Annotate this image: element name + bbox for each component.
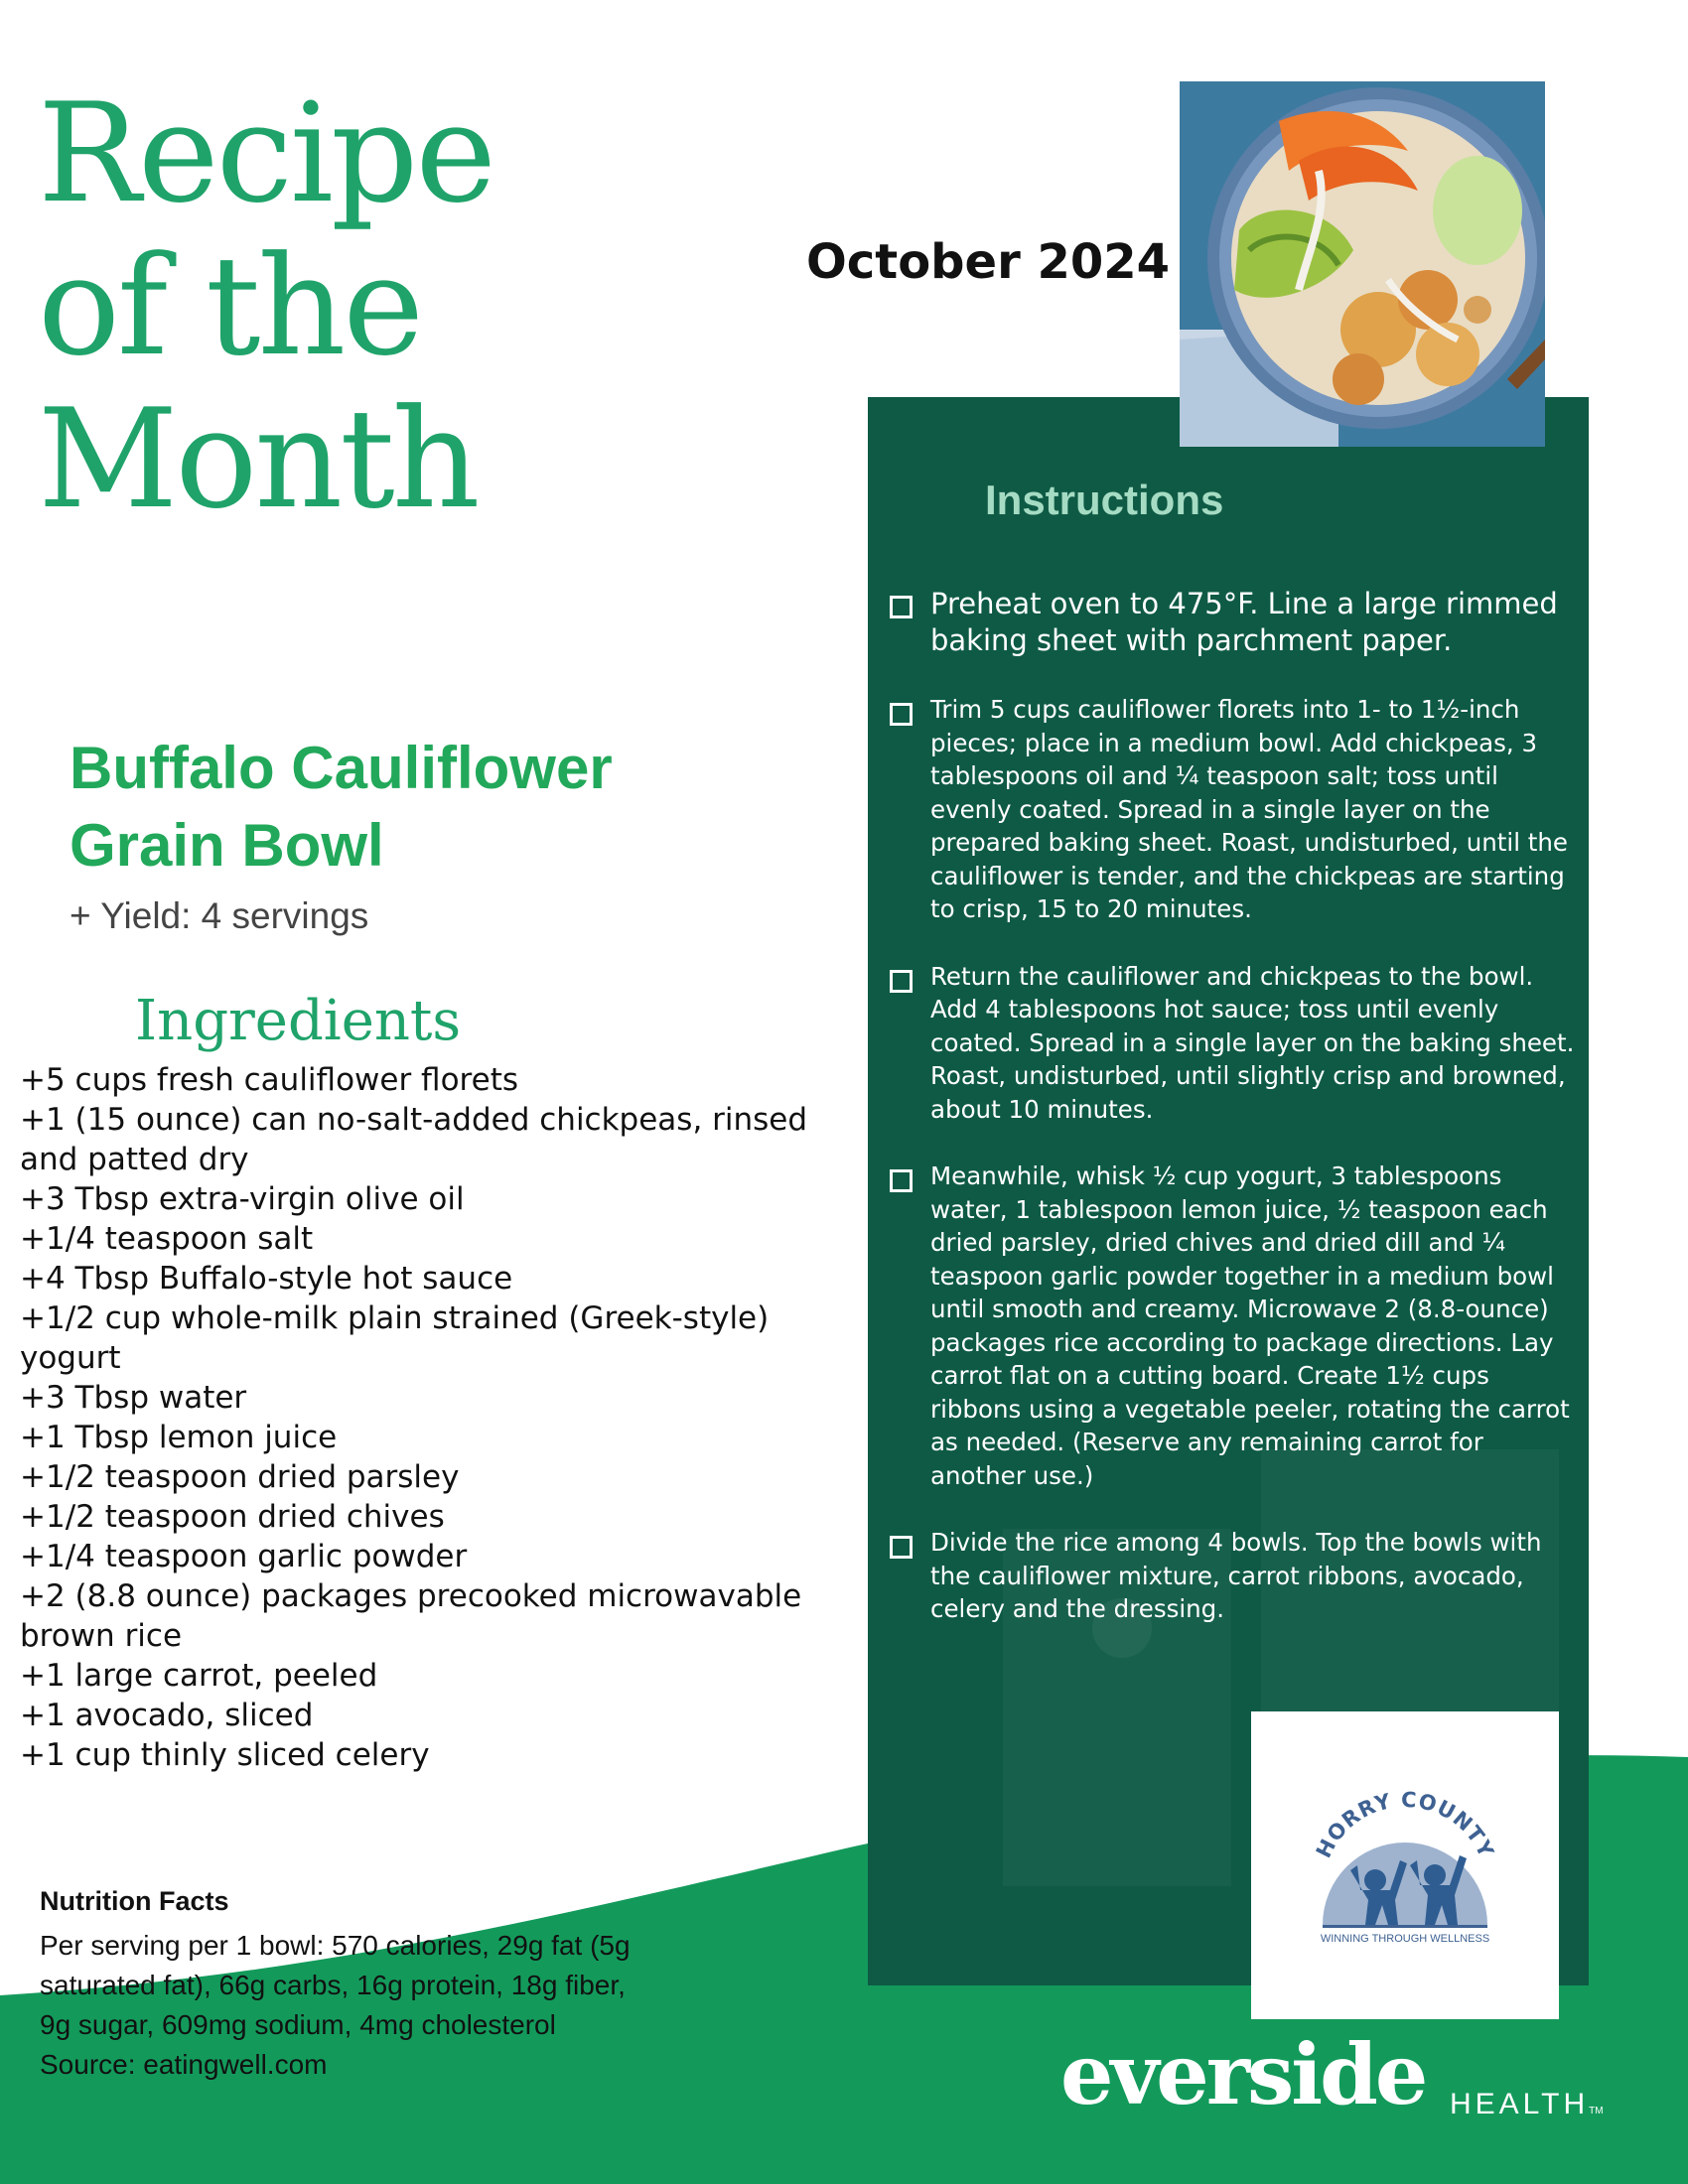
- ingredient-item: +1/2 teaspoon dried chives: [20, 1499, 445, 1535]
- instruction-step: [890, 1526, 1585, 1626]
- instruction-text: Meanwhile, whisk ½ cup yogurt, 3 tablespoons water, 1 tablespoon lemon juice, ½ teaspoon each dried parsley, dried chives and dried dill and ¼ teaspoon garlic powder together in a medium bowl until smooth and creamy. Microwave 2 (8.8-ounce) packages rice according to package directions. Lay carrot flat on a cutting board. Create 1½ cups ribbons using a vegetable peeler, rotating the carrot as needed. (Reserve any remaining carrot for another use.): [930, 1161, 1570, 1490]
- logo-graphic: [1251, 1711, 1559, 2019]
- nutrition-line: Per serving per 1 bowl: 570 calories, 29g fat (5g: [40, 1930, 631, 1961]
- ingredient-item: +1 Tbsp lemon juice: [20, 1420, 338, 1455]
- ingredient-item: +1 large carrot, peeled: [20, 1658, 378, 1694]
- checkbox-icon: [890, 970, 913, 993]
- title-line: Recipe: [38, 73, 494, 233]
- instruction-step: [890, 960, 1585, 1127]
- nutrition-source: Source: eatingwell.com: [40, 2049, 328, 2080]
- ingredient-list: [20, 1060, 814, 1775]
- instruction-step: [890, 1160, 1585, 1492]
- recipe-name-line: Grain Bowl: [70, 812, 384, 879]
- ingredient-item: +4 Tbsp Buffalo-style hot sauce: [20, 1261, 513, 1297]
- ingredient-item: +5 cups fresh cauliflower florets: [20, 1062, 518, 1098]
- ingredient-item: +1/4 teaspoon salt: [20, 1221, 314, 1257]
- checkbox-icon: [890, 596, 913, 618]
- ingredient-item: and patted dry: [20, 1142, 249, 1177]
- checkbox-icon: [890, 1169, 913, 1192]
- issue-date: October 2024: [806, 234, 1171, 290]
- brand-health: HEALTH: [1450, 2088, 1590, 2120]
- nutrition-facts: [40, 1926, 735, 2085]
- recipe-name: [70, 730, 784, 885]
- instructions-heading: Instructions: [985, 477, 1224, 523]
- brand-sub-text: [1450, 2088, 1604, 2121]
- nutrition-line: 9g sugar, 609mg sodium, 4mg cholesterol: [40, 2009, 556, 2040]
- instruction-step: [890, 586, 1585, 659]
- ingredient-item: +1/4 teaspoon garlic powder: [20, 1539, 468, 1574]
- ingredient-item: +1 cup thinly sliced celery: [20, 1737, 430, 1773]
- ingredient-item: +1 (15 ounce) can no-salt-added chickpeas, rinsed: [20, 1102, 808, 1138]
- title-line: Month: [38, 379, 478, 539]
- ingredient-item: +3 Tbsp extra-virgin olive oil: [20, 1181, 465, 1217]
- instruction-text: Preheat oven to 475°F. Line a large rimmed baking sheet with parchment paper.: [930, 587, 1558, 657]
- nutrition-line: saturated fat), 66g carbs, 16g protein, 18g fiber,: [40, 1970, 626, 2000]
- ingredient-item: +2 (8.8 ounce) packages precooked microwavable: [20, 1578, 802, 1614]
- instruction-text: Trim 5 cups cauliflower florets into 1- to 1½-inch pieces; place in a medium bowl. Add chickpeas, 3 tablespoons oil and ¼ teaspoon salt; toss until evenly coated. Spread in a single layer on the prepared baking sheet. Roast, undisturbed, until the cauliflower is tender, and the chickpeas are starting to crisp, 15 to 20 minutes.: [930, 695, 1569, 923]
- checkbox-icon: [890, 1536, 913, 1559]
- horry-county-logo: [1251, 1711, 1559, 2019]
- ingredient-item: yogurt: [20, 1340, 121, 1376]
- ingredients-heading: Ingredients: [135, 989, 462, 1053]
- ingredient-item: +1 avocado, sliced: [20, 1698, 314, 1733]
- ingredient-item: +3 Tbsp water: [20, 1380, 247, 1416]
- ingredient-item: +1/2 cup whole-milk plain strained (Greek-style): [20, 1300, 770, 1336]
- instruction-text: Return the cauliflower and chickpeas to the bowl. Add 4 tablespoons hot sauce; toss until evenly coated. Spread in a single layer on the baking sheet. Roast, undisturbed, until slightly crisp and browned, about 10 minutes.: [930, 961, 1575, 1124]
- brand-logo-text: everside: [1060, 2025, 1426, 2123]
- recipe-yield: + Yield: 4 servings: [70, 895, 369, 936]
- ingredient-item: brown rice: [20, 1618, 183, 1654]
- instruction-list: [890, 586, 1585, 1660]
- instruction-step: [890, 693, 1585, 926]
- brand-tm: TM: [1589, 2106, 1604, 2116]
- ingredient-item: +1/2 teaspoon dried parsley: [20, 1459, 460, 1495]
- recipe-name-line: Buffalo Cauliflower: [70, 735, 613, 801]
- instruction-text: Divide the rice among 4 bowls. Top the bowls with the cauliflower mixture, carrot ribbons, avocado, celery and the dressing.: [930, 1528, 1542, 1623]
- nutrition-heading: Nutrition Facts: [40, 1886, 229, 1916]
- title-line: of the: [38, 226, 422, 386]
- logo-tagline: WINNING THROUGH WELLNESS: [1320, 1933, 1490, 1945]
- recipe-photo: [1180, 81, 1545, 447]
- bowl-illustration: [1180, 81, 1545, 447]
- page-title: [38, 73, 673, 539]
- checkbox-icon: [890, 703, 913, 726]
- logo-county-text: HORRY COUNTY: [1311, 1787, 1499, 1862]
